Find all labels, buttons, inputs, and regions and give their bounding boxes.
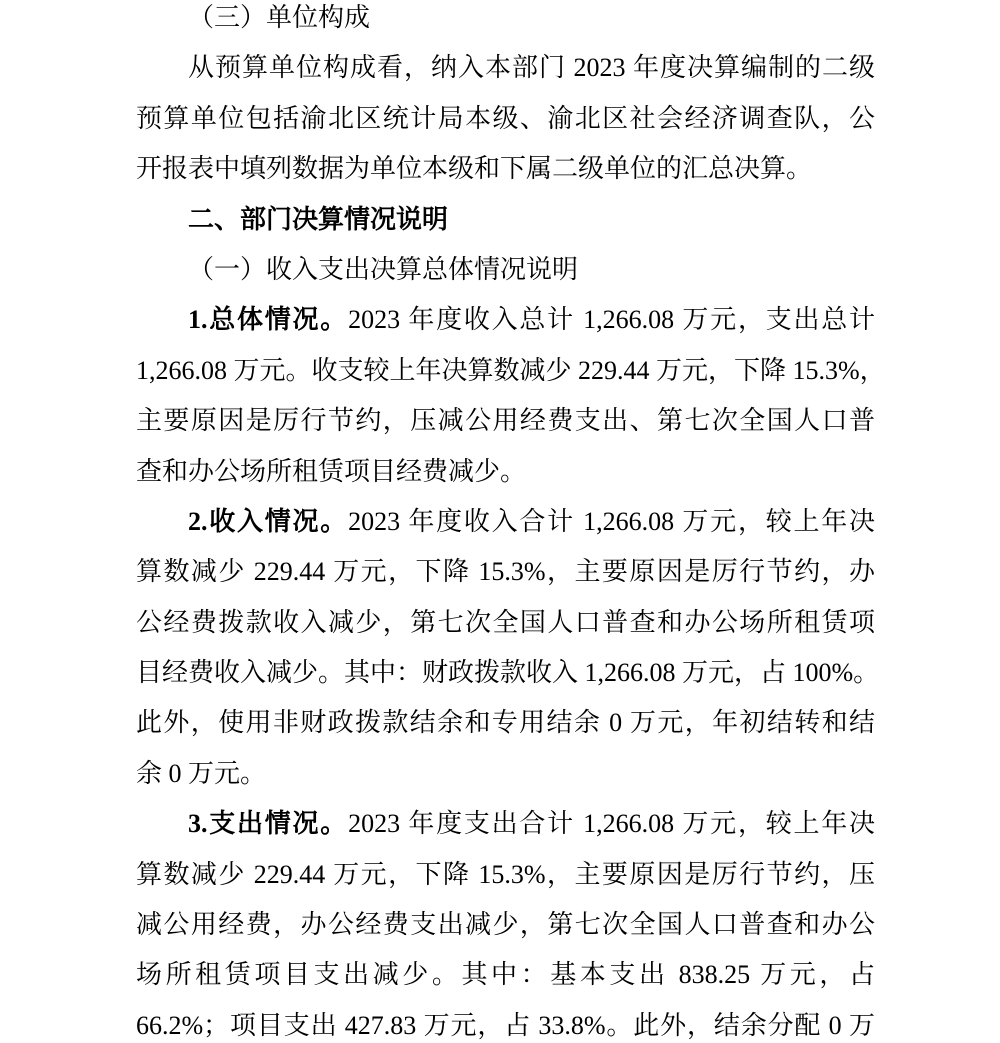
paragraph-text: 2023 年度收入合计 1,266.08 万元，较上年决	[348, 506, 875, 536]
paragraph-line: 此外，使用非财政拨款结余和专用结余 0 万元，年初结转和结	[136, 708, 875, 738]
paragraph-line: 查和办公场所租赁项目经费减少。	[136, 456, 527, 486]
paragraph-line: 目经费收入减少。其中：财政拨款收入 1,266.08 万元，占 100%。	[136, 658, 880, 688]
overall-paragraph-first-line	[136, 305, 875, 335]
paragraph-line: 开报表中填列数据为单位本级和下属二级单位的汇总决算。	[136, 154, 813, 184]
paragraph-line: 减公用经费，办公经费支出减少，第七次全国人口普查和办公	[136, 910, 875, 940]
paragraph-line: 从预算单位构成看，纳入本部门 2023 年度决算编制的二级	[188, 53, 875, 83]
section-heading: 二、部门决算情况说明	[188, 204, 449, 234]
paragraph-line: 预算单位包括渝北区统计局本级、渝北区社会经济调查队，公	[136, 103, 875, 133]
paragraph-line: 场所租赁项目支出减少。其中：基本支出 838.25 万元，占	[136, 960, 875, 990]
paragraph-line: 66.2%；项目支出 427.83 万元，占 33.8%。此外，结余分配 0 万	[136, 1010, 875, 1040]
subsection-heading: （一）收入支出决算总体情况说明	[188, 254, 579, 284]
paragraph-line: 主要原因是厉行节约，压减公用经费支出、第七次全国人口普	[136, 406, 875, 436]
income-lead: 2.收入情况。	[188, 506, 349, 536]
paragraph-line: 算数减少 229.44 万元，下降 15.3%，主要原因是厉行节约，压	[136, 859, 875, 889]
paragraph-text: 2023 年度收入总计 1,266.08 万元，支出总计	[348, 305, 875, 335]
expenditure-lead: 3.支出情况。	[188, 809, 349, 839]
expenditure-paragraph-first-line	[136, 809, 875, 839]
paragraph-line: 算数减少 229.44 万元，下降 15.3%，主要原因是厉行节约，办	[136, 557, 875, 587]
paragraph-line: 余 0 万元。	[136, 758, 267, 788]
overall-lead: 1.总体情况。	[188, 305, 349, 335]
paragraph-line: 1,266.08 万元。收支较上年决算数减少 229.44 万元，下降 15.3%，	[136, 355, 886, 385]
income-paragraph-first-line	[136, 507, 875, 537]
unit-composition-heading: （三）单位构成	[188, 3, 371, 32]
document-body	[136, 3, 886, 1041]
paragraph-text: 2023 年度支出合计 1,266.08 万元，较上年决	[348, 809, 875, 839]
paragraph-line: 公经费拨款收入减少，第七次全国人口普查和办公场所租赁项	[136, 607, 875, 637]
